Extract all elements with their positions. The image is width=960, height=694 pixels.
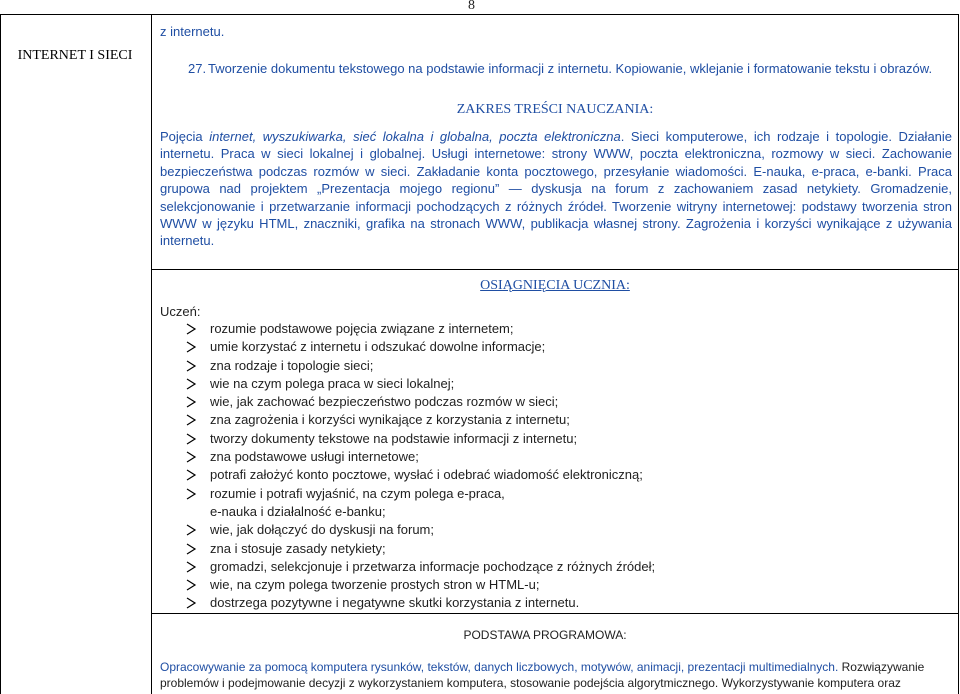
skills-list	[160, 320, 940, 613]
skill-text: wie na czym polega praca w sieci lokalnej;	[210, 375, 455, 391]
list-item	[160, 375, 940, 393]
curriculum-heading: PODSTAWA PROGRAMOWA:	[463, 628, 627, 642]
list-item	[160, 411, 940, 429]
item-number: 27.	[188, 61, 207, 76]
arrow-bullet-icon	[185, 594, 197, 612]
list-item	[160, 485, 940, 503]
skill-text: zna podstawowe usługi internetowe;	[210, 449, 419, 465]
list-item	[160, 448, 940, 466]
arrow-bullet-icon	[185, 448, 197, 466]
skill-text: umie korzystać z internetu i odszukać dowolne informacje;	[210, 339, 546, 355]
arrow-bullet-icon	[185, 320, 197, 338]
skill-text: rozumie podstawowe pojęcia związane z internetem;	[210, 321, 514, 336]
arrow-bullet-icon	[185, 466, 197, 484]
student-label: Uczeń:	[160, 304, 201, 319]
curriculum-text-part-2: Rozwiązywanie problemów i podejmowanie decyzji z wykorzystaniem komputera, stosowanie podejścia algorytmicznego. Wykorzystywanie komputera oraz	[160, 660, 925, 690]
content-paragraph	[160, 128, 952, 250]
list-item	[160, 466, 940, 484]
skill-text: tworzy dokumenty tekstowe na podstawie informacji z internetu;	[210, 430, 578, 446]
skill-text: dostrzega pozytywne i negatywne skutki korzystania z internetu.	[210, 595, 580, 611]
skill-text: wie, jak zachować bezpieczeństwo podczas rozmów w sieci;	[210, 394, 559, 410]
list-item	[160, 558, 940, 576]
page-number: 8	[468, 0, 475, 13]
list-item	[160, 540, 940, 558]
list-item	[160, 393, 940, 411]
row-divider-2	[151, 613, 959, 614]
arrow-bullet-icon	[185, 357, 197, 375]
arrow-bullet-icon	[185, 375, 197, 393]
arrow-bullet-icon	[185, 411, 197, 429]
continued-line: z internetu.	[160, 24, 225, 39]
item-text: Tworzenie dokumentu tekstowego na podstawie informacji z internetu. Kopiowanie, wklejanie i formatowanie tekstu i obrazów.	[208, 61, 933, 76]
skill-text: zna zagrożenia i korzyści wynikające z korzystania z internetu;	[210, 412, 570, 428]
arrow-bullet-icon	[185, 485, 197, 503]
content-part-1: Pojęcia	[160, 129, 210, 144]
list-item	[160, 521, 940, 539]
table-top-border	[0, 14, 959, 15]
skill-text: gromadzi, selekcjonuje i przetwarza informacje pochodzące z różnych źródeł;	[210, 558, 656, 574]
list-item-27	[188, 60, 948, 77]
content-part-3: . Sieci komputerowe, ich rodzaje i topologie. Działanie internetu. Praca w sieci lokalnej i globalnej. Usługi internetowe: strony WWW, poczta elektroniczna, rozmowy w sieci. Zachowanie bezpieczeństwa podczas rozmów w sieci. Zakładanie konta pocztowego, przesyłanie wiadomości. E-nauka, e-praca, e-banki. Praca grupowa nad projektem „Prezentacja mojego regionu” — dyskusja na forum z zachowaniem zasad netykiety. Gromadzenie, selekcjonowanie i przetwarzanie informacji pochodzących z różnych źródeł. Tworzenie witryny internetowej: podstawy tworzenia stron WWW w języku HTML, znaczniki, grafika na stronach WWW, publikacja własnej strony. Zagrożenia i korzyści wynikające z używania internetu.	[160, 129, 953, 249]
table-left-border	[0, 14, 1, 694]
content-part-2-italic: internet, wyszukiwarka, sieć lokalna i globalna, poczta elektroniczna	[209, 129, 621, 144]
row-divider-1	[151, 269, 959, 270]
skill-text: e-nauka i działalność e-banku;	[210, 503, 386, 519]
skill-text: potrafi założyć konto pocztowe, wysłać i odebrać wiadomość elektroniczną;	[210, 467, 643, 483]
list-item	[160, 576, 940, 594]
skill-text: rozumie i potrafi wyjaśnić, na czym polega e-praca,	[210, 485, 505, 501]
list-item	[160, 503, 940, 521]
list-item	[160, 430, 940, 448]
skill-text: zna i stosuje zasady netykiety;	[210, 540, 386, 556]
content-heading: ZAKRES TREŚCI NAUCZANIA:	[456, 102, 654, 117]
arrow-bullet-icon	[185, 576, 197, 594]
arrow-bullet-icon	[185, 540, 197, 558]
skill-text: wie, jak dołączyć do dyskusji na forum;	[210, 522, 434, 538]
list-item	[160, 338, 940, 356]
arrow-bullet-icon	[185, 393, 197, 411]
arrow-bullet-icon	[185, 558, 197, 576]
skill-text: zna rodzaje i topologie sieci;	[210, 357, 374, 373]
list-item	[160, 320, 940, 338]
skill-text: wie, na czym polega tworzenie prostych stron w HTML-u;	[210, 577, 540, 593]
achievements-heading: OSIĄGNIĘCIA UCZNIA:	[480, 278, 630, 293]
list-item	[160, 594, 940, 612]
list-item	[160, 357, 940, 375]
section-title: INTERNET I SIECI	[17, 48, 133, 63]
curriculum-text-part-1: Opracowywanie za pomocą komputera rysunków, tekstów, danych liczbowych, motywów, animacji, prezentacji multimedialnych.	[160, 660, 839, 674]
curriculum-text	[160, 659, 950, 691]
arrow-bullet-icon	[185, 430, 197, 448]
arrow-bullet-icon	[185, 338, 197, 356]
arrow-bullet-icon	[185, 521, 197, 539]
